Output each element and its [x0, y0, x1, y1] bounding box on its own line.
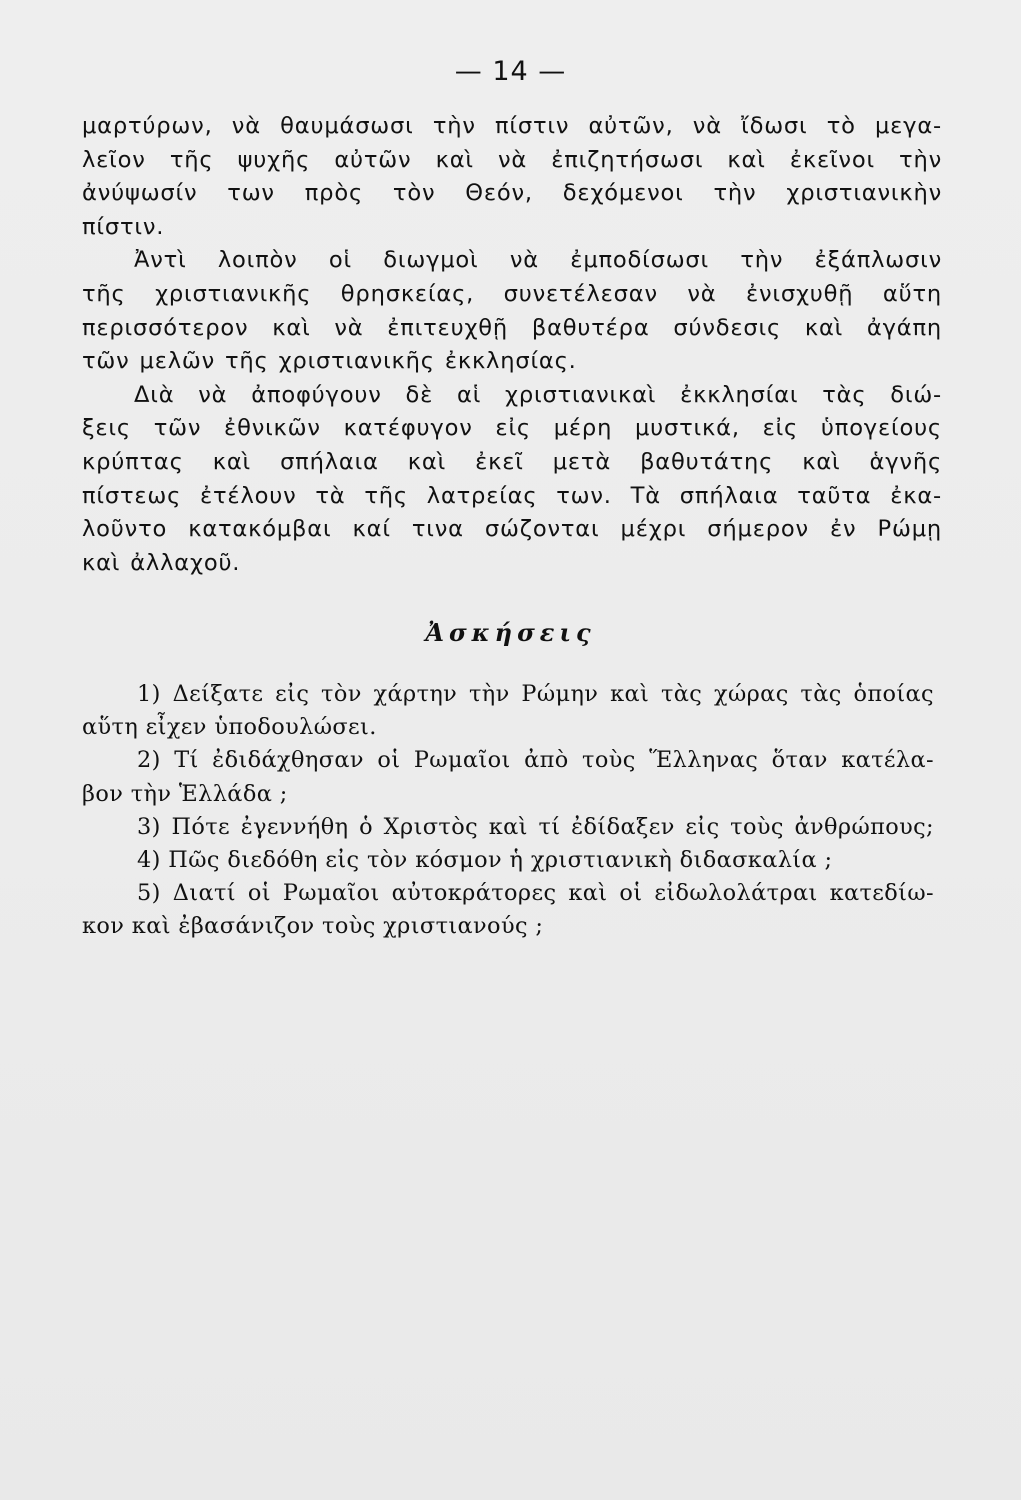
exercise-line: 1) Δείξατε εἰς τὸν χάρτην τὴν Ρώμην καὶ τὰς χώρας τὰς ὁποίας	[137, 681, 934, 707]
text-line: ἀνύψωσίν των πρὸς τὸν Θεόν, δεχόμενοι τὴν χριστιανικὴν	[82, 180, 942, 207]
text-line: λεῖον τῆς ψυχῆς αὐτῶν καὶ νὰ ἐπιζητήσωσι καὶ ἐκεῖνοι τὴν	[82, 146, 942, 173]
paragraph-2	[82, 244, 942, 378]
exercise-item	[82, 844, 934, 877]
exercise-line: βον τὴν Ἑλλάδα ;	[82, 780, 288, 807]
exercises-list	[82, 678, 934, 944]
exercise-line: κον καὶ ἐβασάνιζον τοὺς χριστιανούς ;	[82, 913, 544, 940]
exercise-item	[82, 744, 934, 810]
exercise-line: 5) Διατί οἱ Ρωμαῖοι αὐτοκράτορες καὶ οἱ εἰδωλολάτραι κατεδίω-	[137, 880, 934, 907]
exercise-line: 2) Τί ἐδιδάχθησαν οἱ Ρωμαῖοι ἀπὸ τοὺς Ἕλληνας ὅταν κατέλα-	[137, 747, 934, 774]
text-line: περισσότερον καὶ νὰ ἐπιτευχθῇ βαθυτέρα σύνδεσις καὶ ἀγάπη	[82, 314, 942, 341]
exercise-item	[82, 877, 934, 943]
text-line: Διὰ νὰ ἀποφύγουν δὲ αἱ χριστιανικαὶ ἐκκλησίαι τὰς διώ-	[134, 381, 942, 408]
paragraph-3	[82, 379, 942, 581]
text-line: πίστεως ἐτέλουν τὰ τῆς λατρείας των. Τὰ σπήλαια ταῦτα ἐκα-	[82, 482, 942, 509]
text-line: μαρτύρων, νὰ θαυμάσωσι τὴν πίστιν αὐτῶν, νὰ ἴδωσι τὸ μεγα-	[82, 113, 942, 139]
exercise-line: αὕτη εἶχεν ὑποδουλώσει.	[82, 714, 377, 741]
body-text	[82, 110, 942, 580]
exercises-heading: Ἀσκήσεις	[425, 618, 596, 647]
exercise-line: 4) Πῶς διεδόθη εἰς τὸν κόσμον ἡ χριστιανικὴ διδασκαλία ;	[137, 847, 833, 874]
text-line: πίστιν.	[82, 213, 165, 240]
page-number: — 14 —	[454, 56, 567, 87]
text-line: λοῦντο κατακόμβαι καί τινα σώζονται μέχρι σήμερον ἐν Ρώμῃ	[82, 516, 942, 543]
exercise-item	[82, 811, 934, 844]
exercise-line: 3) Πότε ἐγεννήθη ὁ Χριστὸς καὶ τί ἐδίδαξεν εἰς τοὺς ἀνθρώπους;	[137, 813, 934, 840]
text-line: τῆς χριστιανικῆς θρησκείας, συνετέλεσαν νὰ ἐνισχυθῇ αὕτη	[82, 280, 942, 307]
text-line: ξεις τῶν ἐθνικῶν κατέφυγον εἰς μέρη μυστικά, εἰς ὑπογείους	[82, 415, 942, 442]
paragraph-1	[82, 110, 942, 244]
text-line: τῶν μελῶν τῆς χριστιανικῆς ἐκκλησίας.	[82, 348, 577, 375]
text-line: Ἀντὶ λοιπὸν οἱ διωγμοὶ νὰ ἐμποδίσωσι τὴν ἐξάπλωσιν	[134, 247, 942, 274]
text-line: καὶ ἀλλαχοῦ.	[82, 549, 241, 576]
exercise-item	[82, 678, 934, 744]
text-line: κρύπτας καὶ σπήλαια καὶ ἐκεῖ μετὰ βαθυτάτης καὶ ἁγνῆς	[82, 448, 942, 475]
